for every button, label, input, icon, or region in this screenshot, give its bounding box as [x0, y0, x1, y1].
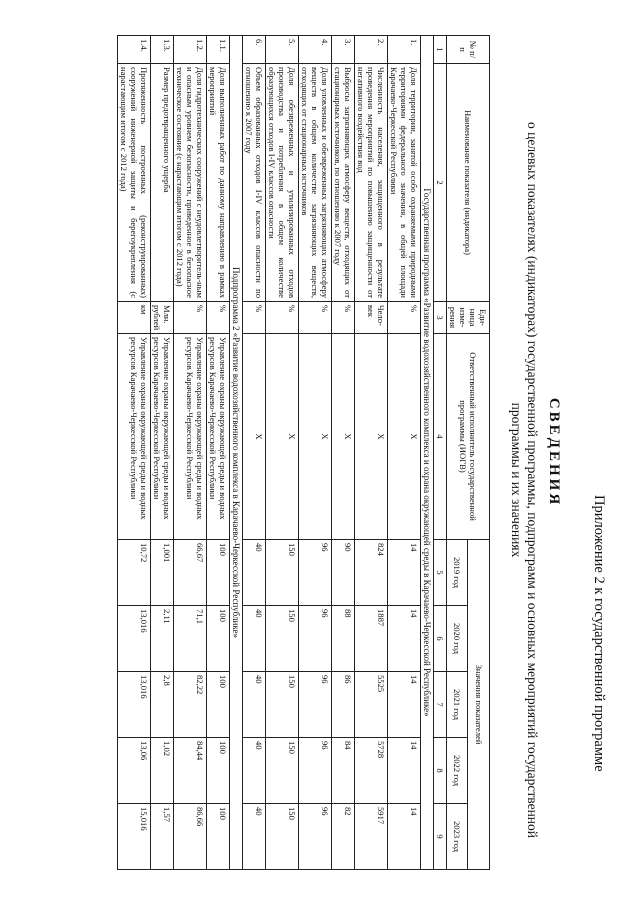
program-section-title: Государственная программа «Развитие водохозяйственного комплекса и охрана окружающей среды в Карачаево-Черкесской Республике»: [421, 36, 434, 870]
row-value-2023: 100: [207, 804, 230, 870]
column-numbers-row: [434, 36, 447, 870]
row-value-2020: 100: [207, 606, 230, 672]
table-row: [332, 36, 355, 870]
row-unit: %: [266, 302, 299, 334]
column-number: 9: [434, 804, 447, 870]
row-value-2023: 150: [266, 804, 299, 870]
row-value-2023: 1,57: [151, 804, 174, 870]
column-number: 1: [434, 36, 447, 64]
table-row: [299, 36, 332, 870]
row-value-2023: 82: [332, 804, 355, 870]
row-value-2019: 150: [266, 540, 299, 606]
row-value-2022: 150: [266, 738, 299, 804]
row-value-2021: 86: [332, 672, 355, 738]
row-name: Выбросы загрязняющих атмосферу веществ, отходящих от стационарных источников, по отношению к 2007 году: [332, 64, 355, 302]
table-row: [207, 36, 230, 870]
row-value-2020: 13,016: [118, 606, 151, 672]
header-values-group: Значения показателей: [468, 540, 490, 870]
row-value-2021: 14: [388, 672, 421, 738]
row-value-2022: 5728: [355, 738, 388, 804]
row-num: 3.: [332, 36, 355, 64]
row-value-2020: 2,11: [151, 606, 174, 672]
row-value-2020: 1887: [355, 606, 388, 672]
header-row: [468, 36, 490, 870]
row-num: 4.: [299, 36, 332, 64]
header-unit: Еди-ница изме-рения: [447, 302, 490, 334]
table-row: [174, 36, 207, 870]
row-value-2019: 40: [243, 540, 266, 606]
row-unit: %: [174, 302, 207, 334]
row-value-2020: 88: [332, 606, 355, 672]
row-value-2019: 1,001: [151, 540, 174, 606]
row-unit: %: [243, 302, 266, 334]
row-name: Численность населения, защищенного в результате проведения мероприятий по повышению защищенности от негативного воздействия вод: [355, 64, 388, 302]
header-year: 2022 год: [447, 738, 469, 804]
row-value-2019: 14: [388, 540, 421, 606]
table-row: [118, 36, 151, 870]
row-name: Объем образованных отходов I-IV классов опасности по отношению к 2007 году: [243, 64, 266, 302]
column-number: 7: [434, 672, 447, 738]
row-responsible: Х: [299, 334, 332, 540]
header-num: № п/п: [447, 36, 490, 64]
row-unit: Чело-век: [355, 302, 388, 334]
row-value-2022: 40: [243, 738, 266, 804]
row-value-2023: 86,66: [174, 804, 207, 870]
table-row: [266, 36, 299, 870]
row-value-2021: 5525: [355, 672, 388, 738]
header-year: 2020 год: [447, 606, 469, 672]
row-value-2020: 40: [243, 606, 266, 672]
row-unit: %: [332, 302, 355, 334]
row-responsible: Х: [266, 334, 299, 540]
row-value-2019: 66,67: [174, 540, 207, 606]
row-value-2023: 40: [243, 804, 266, 870]
row-value-2021: 100: [207, 672, 230, 738]
appendix-title: Приложение 2 к государственной программе: [591, 495, 607, 772]
column-number: 4: [434, 334, 447, 540]
row-responsible: Х: [355, 334, 388, 540]
row-value-2020: 96: [299, 606, 332, 672]
column-number: 3: [434, 302, 447, 334]
row-value-2021: 2,8: [151, 672, 174, 738]
row-value-2020: 150: [266, 606, 299, 672]
row-name: Доля территории, занятой особо охраняемыми природными территориями федерального значения, в общей площади Карачаево-Черкесской Республики: [388, 64, 421, 302]
row-value-2022: 96: [299, 738, 332, 804]
row-value-2021: 150: [266, 672, 299, 738]
row-name: Доля гидротехнических сооружений с неудовлетворитель-ным и опасным уровнем безопасности, приведенное в безопасное техническое состояние (с нарастающим итогом с 2012 года): [174, 64, 207, 302]
column-number: 5: [434, 540, 447, 606]
row-value-2019: 100: [207, 540, 230, 606]
row-value-2021: 82,22: [174, 672, 207, 738]
row-value-2020: 14: [388, 606, 421, 672]
header-name: Наименование показателя (индикатора): [447, 64, 490, 302]
row-value-2022: 84: [332, 738, 355, 804]
row-value-2022: 13,06: [118, 738, 151, 804]
row-responsible: Х: [243, 334, 266, 540]
row-value-2019: 824: [355, 540, 388, 606]
row-value-2023: 14: [388, 804, 421, 870]
table-row: [355, 36, 388, 870]
row-value-2023: 15,016: [118, 804, 151, 870]
row-value-2023: 5917: [355, 804, 388, 870]
row-name: Доля обезвреженных и утилизированных отходов производства и потребления в общем количестве образующихся отходов I-IV классов опасности: [266, 64, 299, 302]
row-num: 1.: [388, 36, 421, 64]
row-name: Размер предотвращенного ущерба: [151, 64, 174, 302]
header-year: 2019 год: [447, 540, 469, 606]
row-unit: %: [207, 302, 230, 334]
row-value-2019: 96: [299, 540, 332, 606]
row-value-2022: 100: [207, 738, 230, 804]
row-num: 2.: [355, 36, 388, 64]
header-year: 2021 год: [447, 672, 469, 738]
row-num: 6.: [243, 36, 266, 64]
row-value-2023: 96: [299, 804, 332, 870]
header-responsible: Ответственный исполнитель государственной программы (ИОГВ): [447, 334, 490, 540]
row-name: Протяженность построенных (реконструированных) сооружений инженерной защиты и берегоукрепления (с нарастающим итогом с 2012 года): [118, 64, 151, 302]
row-unit: %: [388, 302, 421, 334]
row-unit: км: [118, 302, 151, 334]
column-number: 6: [434, 606, 447, 672]
row-unit: Млн. рублей: [151, 302, 174, 334]
row-unit: %: [299, 302, 332, 334]
row-name: Доля уловленных и обезвреженных загрязняющих атмосферу веществ в общем количестве загрязняющих веществ, отходящих от стационарных источников: [299, 64, 332, 302]
row-value-2022: 1,02: [151, 738, 174, 804]
row-responsible: Управление охраны окружающей среды и водных ресурсов Карачаево-Черкесской Республики: [118, 334, 151, 540]
row-value-2021: 13,016: [118, 672, 151, 738]
row-responsible: Х: [388, 334, 421, 540]
row-value-2019: 90: [332, 540, 355, 606]
program-section-row: [421, 36, 434, 870]
row-responsible: Управление охраны окружающей среды и водных ресурсов Карачаево-Черкесской Республики: [151, 334, 174, 540]
row-responsible: Х: [332, 334, 355, 540]
subprogram-section-row: [230, 36, 243, 870]
row-num: 5.: [266, 36, 299, 64]
table-row: [243, 36, 266, 870]
document-title: СВЕДЕНИЯ: [546, 397, 562, 508]
header-year: 2023 год: [447, 804, 469, 870]
row-value-2022: 14: [388, 738, 421, 804]
row-value-2021: 40: [243, 672, 266, 738]
row-num: 1.2.: [174, 36, 207, 64]
indicators-table: [117, 35, 490, 870]
row-num: 1.4.: [118, 36, 151, 64]
subprogram-section-title: Подпрограмма 2 «Развитие водохозяйственного комплекса в Карачаево-Черкесской Республике»: [230, 36, 243, 870]
row-value-2022: 84,44: [174, 738, 207, 804]
row-value-2021: 96: [299, 672, 332, 738]
column-number: 2: [434, 64, 447, 302]
row-num: 1.3.: [151, 36, 174, 64]
document-subtitle: о целевых показателях (индикаторах) государственной программы, подпрограмм и основных мероприятий государственной программы и их значениях: [509, 121, 540, 838]
row-value-2019: 10,72: [118, 540, 151, 606]
table-row: [151, 36, 174, 870]
row-responsible: Управление охраны окружающей среды и водных ресурсов Карачаево-Черкесской Республики: [174, 334, 207, 540]
row-name: Доля выполненных работ по данному направлению в рамках мероприятий: [207, 64, 230, 302]
row-responsible: Управление охраны окружающей среды и водных ресурсов Карачаево-Черкесской Республики: [207, 334, 230, 540]
row-value-2020: 71,1: [174, 606, 207, 672]
table-row: [388, 36, 421, 870]
row-num: 1.1.: [207, 36, 230, 64]
column-number: 8: [434, 738, 447, 804]
